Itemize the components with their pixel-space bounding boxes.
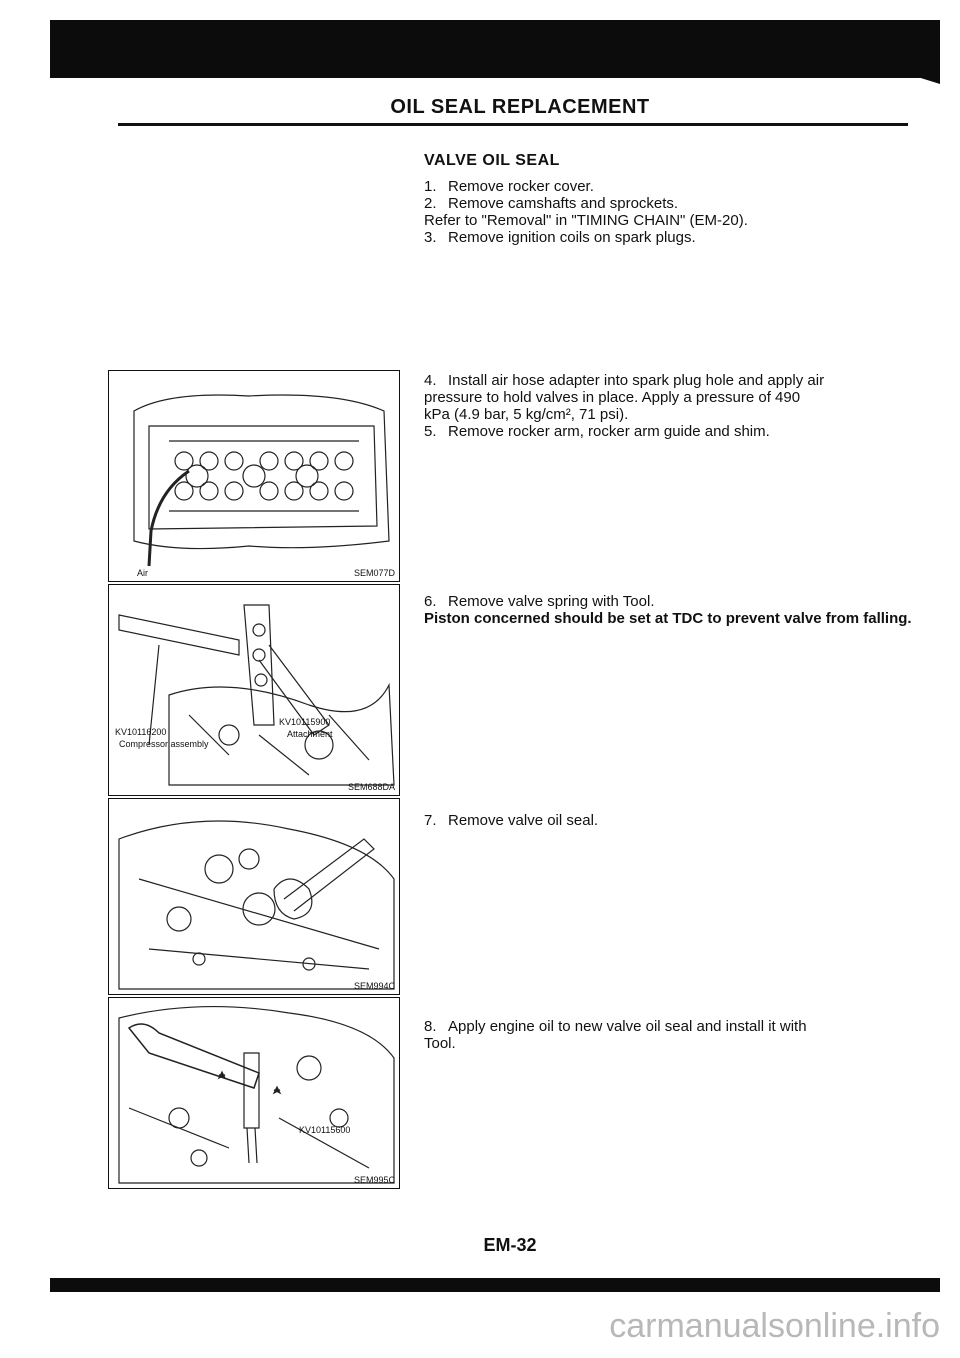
figure-code: SEM077D [353, 568, 395, 578]
footer-bar [50, 1278, 940, 1292]
cylinder-head-illustration [109, 371, 399, 581]
steps-1-3 [424, 178, 914, 246]
steps-4-5 [424, 372, 914, 440]
step-2: 2. Remove camshafts and sprockets. [424, 195, 679, 212]
step-8: 8. Apply engine oil to new valve oil seal and install it with [424, 1018, 807, 1035]
step-4-line2: pressure to hold valves in place. Apply a pressure of 490 [424, 389, 801, 406]
label-tool-kv10115900: KV10115900 [279, 717, 331, 727]
step-8-line2: Tool. [424, 1035, 456, 1052]
label-air: Air [137, 568, 148, 578]
label-tool-kv10115600: KV10115600 [299, 1125, 351, 1135]
step-4-line3: kPa (4.9 bar, 5 kg/cm², 71 psi). [424, 406, 629, 423]
section-heading: VALVE OIL SEAL [424, 152, 560, 169]
figure-code: SEM995C [353, 1175, 395, 1185]
label-attachment: Attachment [287, 729, 333, 739]
figure-valve-spring-compressor [108, 584, 400, 796]
step-7: 7. Remove valve oil seal. [424, 812, 599, 829]
step-2-reference: Refer to "Removal" in "TIMING CHAIN" (EM-20). [424, 212, 748, 229]
title-rule [118, 123, 908, 126]
step-4: 4. Install air hose adapter into spark plug hole and apply air [424, 372, 825, 389]
page-number: EM-32 [483, 1235, 537, 1255]
step-7-block [424, 812, 914, 829]
page-title: OIL SEAL REPLACEMENT [390, 96, 650, 118]
figure-install-oil-seal [108, 997, 400, 1189]
watermark: carmanualsonline.info [609, 1307, 940, 1345]
figure-code: SEM994C [353, 981, 395, 991]
step-1: 1. Remove rocker cover. [424, 178, 594, 195]
figure-code: SEM688DA [347, 782, 395, 792]
step-6-warning: Piston concerned should be set at TDC to prevent valve from falling. [424, 610, 912, 627]
step-3: 3. Remove ignition coils on spark plugs. [424, 229, 696, 246]
figure-air-adapter [108, 370, 400, 582]
step-6: 6. Remove valve spring with Tool. [424, 593, 655, 610]
oil-seal-install-illustration [109, 998, 399, 1188]
spring-compressor-illustration [109, 585, 399, 795]
figure-remove-oil-seal [108, 798, 400, 995]
header-bar [50, 20, 940, 78]
oil-seal-removal-illustration [109, 799, 399, 994]
label-compressor-assembly: Compressor assembly [119, 739, 209, 749]
label-tool-kv10116200: KV10116200 [115, 727, 167, 737]
step-6-block [424, 593, 914, 627]
step-8-block [424, 1018, 914, 1052]
step-5: 5. Remove rocker arm, rocker arm guide and shim. [424, 423, 770, 440]
